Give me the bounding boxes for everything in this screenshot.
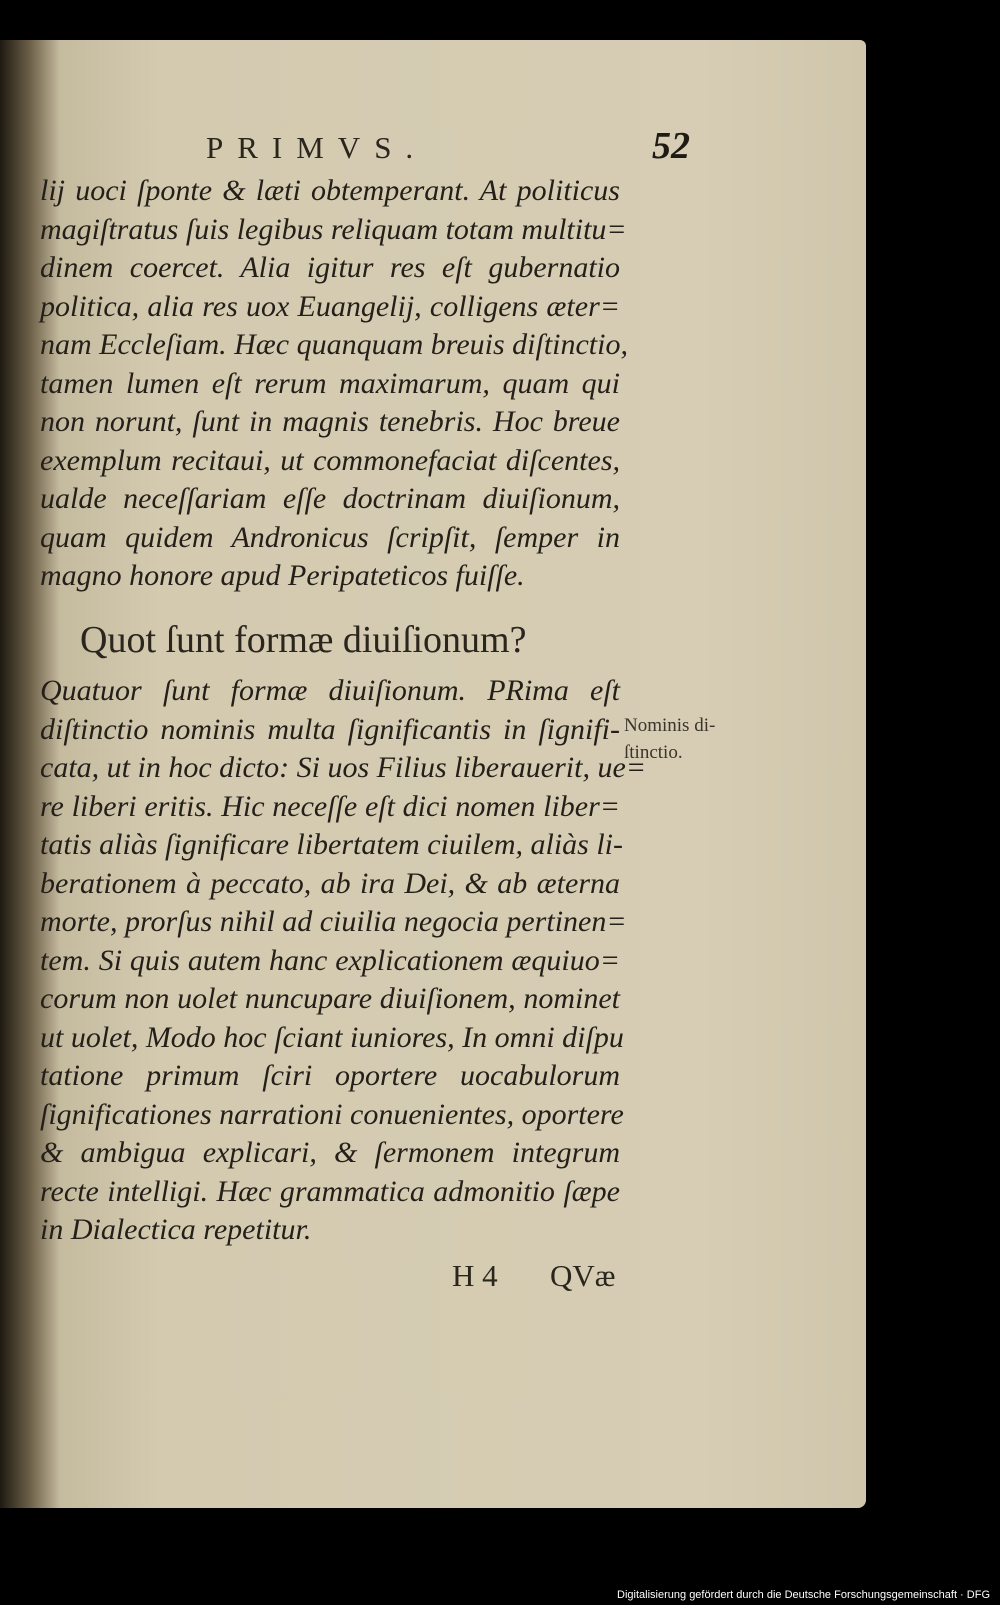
- catchword: QVæ: [550, 1258, 616, 1293]
- book-page: [0, 40, 866, 1508]
- text-line: in Dialectica repetitur.: [40, 1213, 312, 1246]
- text-line: berationem à peccato, ab ira Dei, & ab æterna: [40, 866, 620, 900]
- paragraph-2: [40, 672, 647, 1250]
- text-line: diſtinctio nominis multa ſignificantis in ſignifi-: [40, 712, 620, 746]
- text-line: cata, ut in hoc dicto: Si uos Filius liberauerit, ue=: [40, 751, 647, 784]
- marginal-note-line: Nominis di-: [624, 715, 716, 736]
- text-line: ualde neceſſariam eſſe doctrinam diuiſionum,: [40, 482, 620, 515]
- paragraph-1: [40, 172, 628, 596]
- text-line: magiſtratus ſuis legibus reliquam totam multitu=: [40, 212, 627, 246]
- text-line: magno honore apud Peripateticos fuiſſe.: [40, 559, 525, 592]
- text-line: quam quidem Andronicus ſcripſit, ſemper in: [40, 520, 620, 554]
- text-line: dinem coercet. Alia igitur res eſt gubernatio: [40, 251, 620, 284]
- text-line: politica, alia res uox Euangelij, colligens æter=: [40, 289, 620, 323]
- text-line: tamen lumen eſt rerum maximarum, quam qui: [40, 366, 620, 400]
- text-line: Quatuor ſunt formæ diuiſionum. PRima eſt: [40, 674, 620, 707]
- digitization-credit: Digitalisierung gefördert durch die Deutsche Forschungsgemeinschaft · DFG: [617, 1589, 990, 1601]
- page-number: 52: [652, 125, 690, 167]
- text-line: & ambigua explicari, & ſermonem integrum: [40, 1136, 620, 1169]
- text-line: recte intelligi. Hæc grammatica admonitio ſæpe: [40, 1174, 620, 1208]
- text-line: corum non uolet nuncupare diuiſionem, nominet: [40, 982, 620, 1015]
- text-line: re liberi eritis. Hic neceſſe eſt dici nomen liber=: [40, 789, 620, 823]
- marginal-note-line: ſtinctio.: [624, 742, 683, 763]
- text-line: tatione primum ſciri oportere uocabulorum: [40, 1059, 620, 1092]
- text-line: ut uolet, Modo hoc ſciant iuniores, In omni diſpu: [40, 1020, 624, 1054]
- text-line: morte, prorſus nihil ad ciuilia negocia pertinen=: [40, 905, 627, 938]
- text-line: tatis aliàs ſignificare libertatem ciuilem, aliàs li-: [40, 828, 624, 861]
- text-line: non norunt, ſunt in magnis tenebris. Hoc breue: [40, 405, 620, 438]
- text-line: lij uoci ſponte & læti obtemperant. At politicus: [40, 174, 620, 207]
- running-head: PRIMVS.: [206, 130, 428, 165]
- marginal-note: [624, 712, 715, 766]
- text-line: ſignificationes narrationi conuenientes, oportere: [40, 1097, 624, 1131]
- text-line: tem. Si quis autem hanc explicationem æquiuo=: [40, 943, 620, 977]
- text-line: exemplum recitaui, ut commonefaciat diſcentes,: [40, 443, 620, 477]
- question-heading: Quot ſunt formæ diuiſionum?: [80, 619, 527, 661]
- signature-mark: H 4: [452, 1258, 498, 1293]
- text-line: nam Eccleſiam. Hæc quanquam breuis diſtinctio,: [40, 328, 628, 361]
